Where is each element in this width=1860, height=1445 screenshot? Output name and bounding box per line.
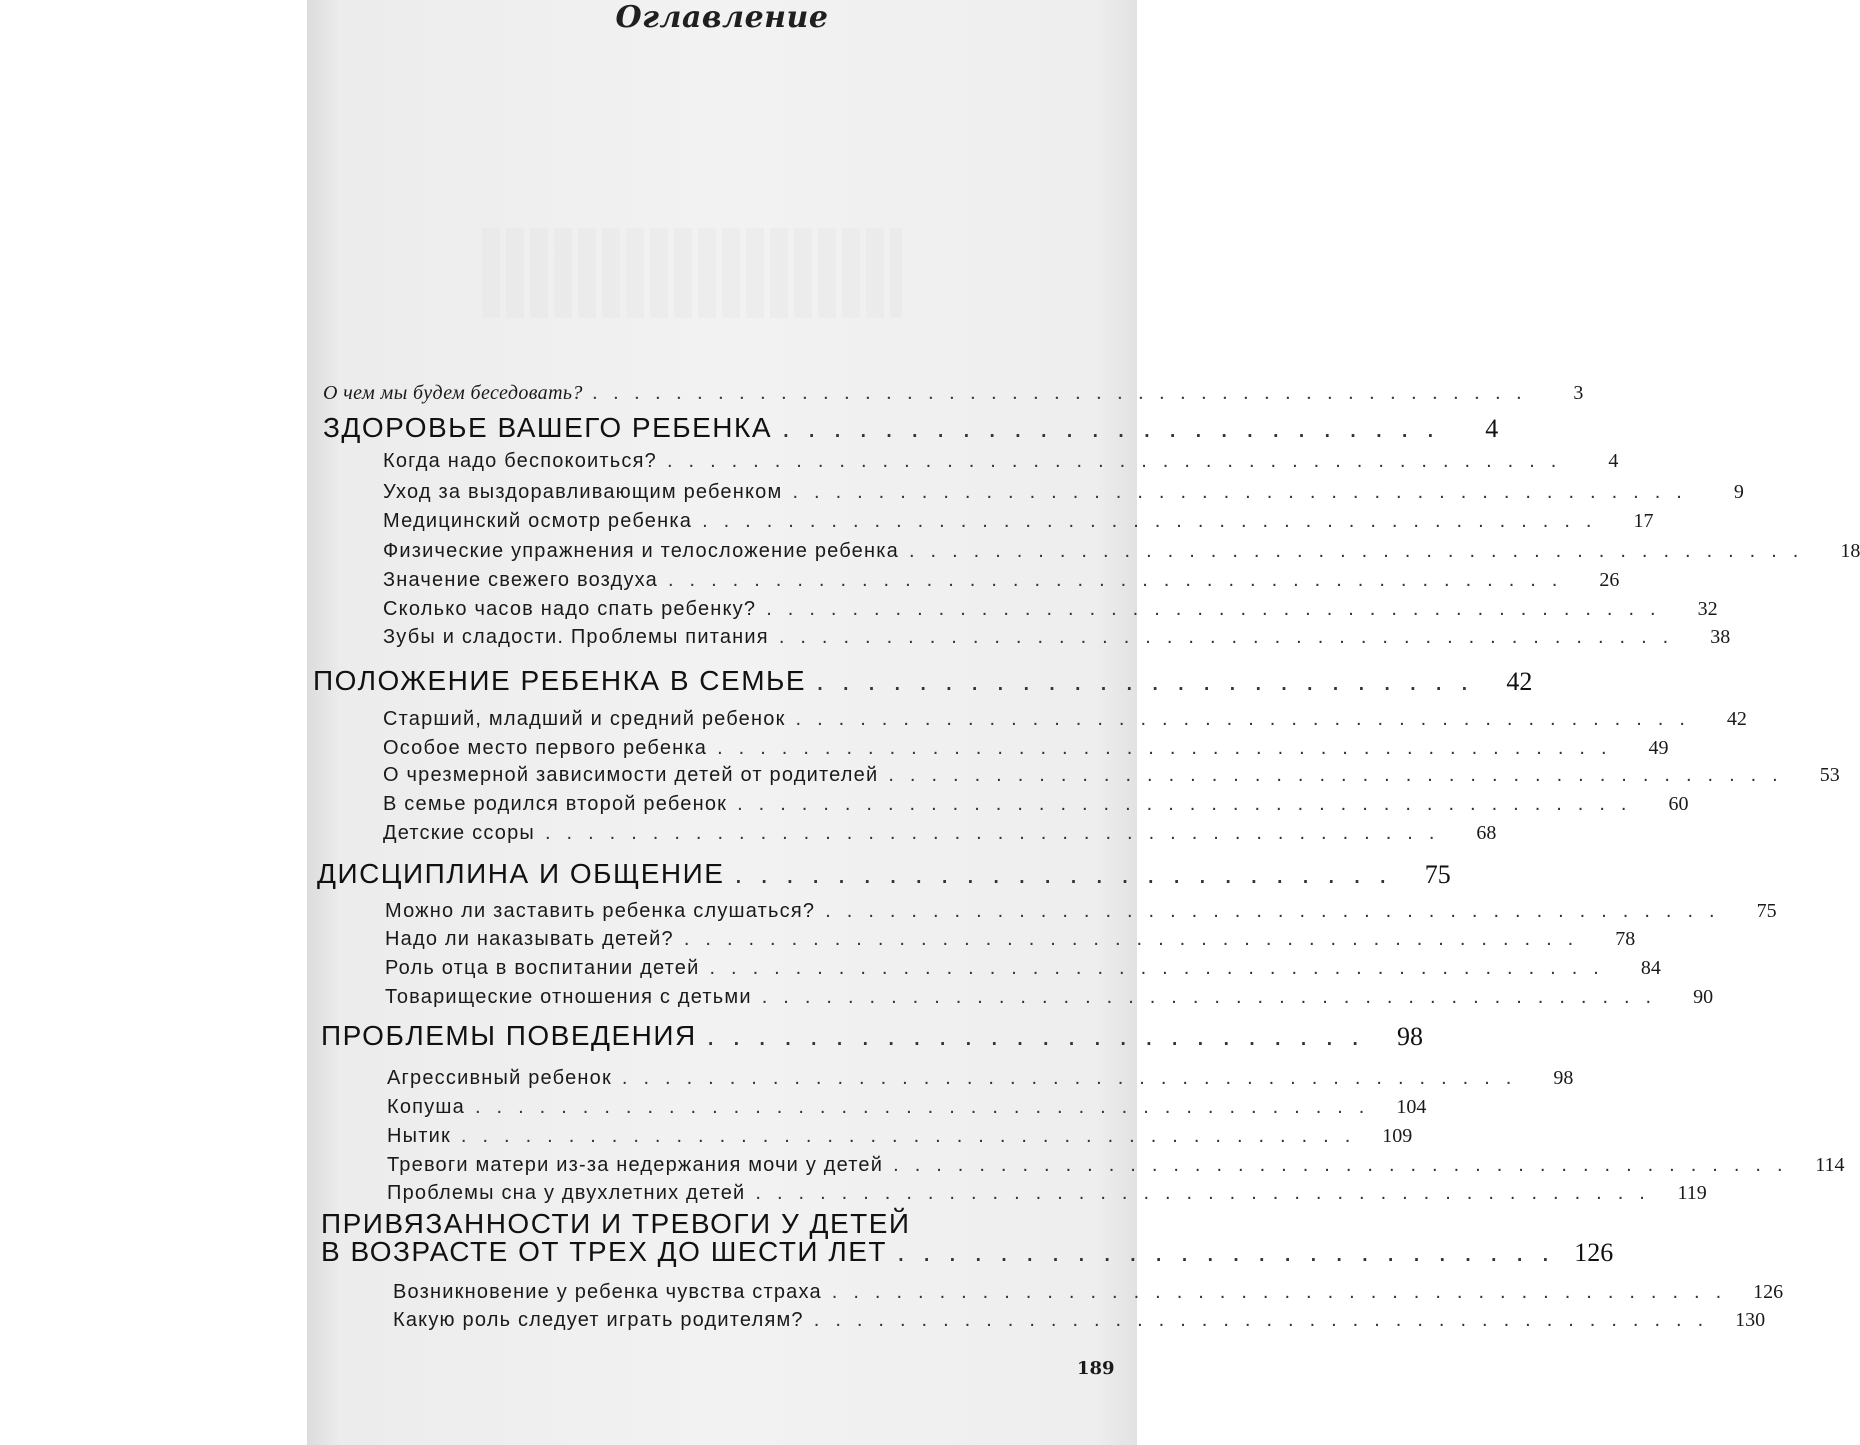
dot-leader: .......................... [782,412,1453,443]
toc-entry-label: Уход за выздоравливающим ребенком [383,481,783,503]
toc-page-number: 98 [1397,1022,1424,1051]
toc-section-title: ЗДОРОВЬЕ ВАШЕГО РЕБЕНКА [323,412,773,443]
page-title: Оглавление [615,0,829,35]
toc-entry-label: Особое место первого ребенка [383,737,708,759]
toc-entry-row[interactable] [387,1096,1427,1119]
toc-page-number: 84 [1640,957,1661,979]
toc-page-number: 53 [1819,764,1840,786]
toc-page-number: 42 [1506,667,1533,696]
toc-page-number: 4 [1485,414,1499,443]
toc-entry-row[interactable] [383,481,1744,504]
toc-entry-row[interactable] [383,450,1619,473]
dot-leader: .......................................... [717,737,1623,759]
dot-leader: .......................................... [778,626,1685,648]
toc-entry-label: Возникновение у ребенка чувства страха [393,1281,822,1303]
dot-leader: .......................................... [621,1067,1528,1089]
dot-leader: .......................................... [761,986,1668,1008]
toc-entry-row[interactable] [387,1067,1574,1090]
toc-page-number: 49 [1648,737,1669,759]
toc-page-number: 90 [1693,986,1714,1008]
toc-entry-label: Сколько часов надо спать ребенку? [383,598,757,620]
toc-entry-label: Зубы и сладости. Проблемы питания [383,626,769,648]
dot-leader: .......................................... [737,793,1643,815]
toc-entry-label: Надо ли наказывать детей? [385,928,674,950]
toc-page-number: 75 [1756,900,1777,922]
toc-section-row[interactable] [313,665,1533,697]
toc-entry-label: Медицинский осмотр ребенка [383,510,693,532]
toc-entry-row[interactable] [393,1309,1766,1332]
toc-section-title: ПРОБЛЕМЫ ПОВЕДЕНИЯ [321,1020,697,1051]
dot-leader: .......................................... [813,1309,1720,1331]
toc-page-number: 42 [1726,708,1747,730]
toc-section-row[interactable] [317,858,1451,890]
dot-leader: .......................................... [683,928,1590,950]
toc-intro-row[interactable] [323,382,1584,405]
toc-page-number: 126 [1574,1238,1614,1267]
toc-page-number: 130 [1735,1309,1766,1331]
toc-entry-row[interactable] [383,822,1497,845]
toc-entry-row[interactable] [383,626,1731,649]
toc-section-row[interactable] [321,1236,1614,1268]
page-number-footer: 189 [1077,1358,1115,1379]
toc-page-number: 38 [1710,626,1731,648]
toc-entry-row[interactable] [387,1125,1413,1148]
dot-leader: .......................................... [792,481,1698,503]
toc-page-number: 119 [1677,1182,1707,1204]
bleed-through-shadow [482,228,902,318]
toc-page-number: 4 [1608,450,1619,472]
dot-leader: .......................................... [908,540,1815,562]
dot-leader: .......................................... [766,598,1672,620]
toc-page-number: 98 [1553,1067,1574,1089]
toc-entry-label: Значение свежего воздуха [383,569,658,591]
toc-entry-row[interactable] [383,764,1840,787]
toc-section-row[interactable] [321,1020,1424,1052]
toc-page-number: 126 [1753,1281,1784,1303]
toc-entry-label: Можно ли заставить ребенка слушаться? [385,900,816,922]
dot-leader: .......................................... [831,1281,1738,1303]
dot-leader: .......................................... [545,822,1451,844]
book-page [307,0,1860,1445]
toc-section-title: В ВОЗРАСТЕ ОТ ТРЕХ ДО ШЕСТИ ЛЕТ [321,1236,887,1267]
toc-entry-label: Проблемы сна у двухлетних детей [387,1182,746,1204]
toc-entry-row[interactable] [393,1281,1784,1304]
toc-entry-row[interactable] [383,708,1747,731]
toc-entry-label: Товарищеские отношения с детьми [385,986,752,1008]
dot-leader: .......................................... [825,900,1731,922]
toc-entry-label: Тревоги матери из-за недержания мочи у детей [387,1154,884,1176]
toc-page-number: 109 [1382,1125,1413,1147]
toc-entry-row[interactable] [383,540,1860,563]
dot-leader: .......................................... [795,708,1701,730]
toc-page-number: 9 [1733,481,1744,503]
toc-section-row[interactable] [323,412,1499,444]
toc-entry-row[interactable] [383,737,1669,760]
toc-entry-label: Детские ссоры [383,822,535,844]
toc-section-title: ПРИВЯЗАННОСТИ И ТРЕВОГИ У ДЕТЕЙ [321,1208,911,1239]
toc-page-number: 78 [1615,928,1636,950]
toc-entry-label: О чрезмерной зависимости детей от родителей [383,764,879,786]
toc-entry-label: Агрессивный ребенок [387,1067,612,1089]
dot-leader: .......................... [734,858,1405,889]
dot-leader: .......................................... [667,569,1574,591]
dot-leader: .......................................... [709,957,1615,979]
toc-entry-label: В семье родился второй ребенок [383,793,728,815]
dot-leader: .......................... [816,665,1487,696]
dot-leader: .......................... [897,1236,1568,1267]
toc-entry-row[interactable] [383,510,1654,533]
toc-page-number: 104 [1396,1096,1427,1118]
toc-entry-label: Роль отца в воспитании детей [385,957,700,979]
toc-page-number: 17 [1633,510,1654,532]
dot-leader: .......................................... [755,1182,1661,1204]
toc-page-number: 32 [1697,598,1718,620]
dot-leader: .......................................... [666,450,1573,472]
toc-page-number: 68 [1476,822,1497,844]
toc-page-number: 75 [1424,860,1451,889]
toc-page-number: 114 [1815,1154,1845,1176]
dot-leader: .......................................... [893,1154,1799,1176]
dot-leader: .......................................... [888,764,1794,786]
dot-leader: .......................... [706,1020,1378,1051]
toc-entry-row[interactable] [387,1182,1707,1205]
dot-leader: .......................................... [474,1096,1381,1118]
toc-entry-row[interactable] [385,957,1661,980]
toc-entry-label: О чем мы будем беседовать? [323,382,583,404]
toc-entry-label: Старший, младший и средний ребенок [383,708,786,730]
toc-entry-label: Нытик [387,1125,451,1147]
toc-entry-row[interactable] [385,986,1714,1009]
toc-section-title: ДИСЦИПЛИНА И ОБЩЕНИЕ [317,858,725,889]
toc-page-number: 26 [1599,569,1620,591]
toc-entry-label: Какую роль следует играть родителям? [393,1309,804,1331]
toc-entry-row[interactable] [385,900,1777,923]
toc-entry-row[interactable] [383,793,1689,816]
dot-leader: .......................................... [460,1125,1367,1147]
dot-leader: ............................................. [592,382,1538,404]
toc-entry-label: Копуша [387,1096,465,1118]
toc-page-number: 18 [1840,540,1860,562]
dot-leader: .......................................... [702,510,1608,532]
toc-page-number: 3 [1573,382,1584,404]
toc-entry-label: Физические упражнения и телосложение ребенка [383,540,899,562]
toc-section-title: ПОЛОЖЕНИЕ РЕБЕНКА В СЕМЬЕ [313,665,807,696]
toc-entry-row[interactable] [383,569,1620,592]
toc-entry-row[interactable] [387,1154,1845,1177]
toc-page-number: 60 [1668,793,1689,815]
toc-entry-label: Когда надо беспокоиться? [383,450,657,472]
toc-entry-row[interactable] [383,598,1718,621]
toc-entry-row[interactable] [385,928,1636,951]
